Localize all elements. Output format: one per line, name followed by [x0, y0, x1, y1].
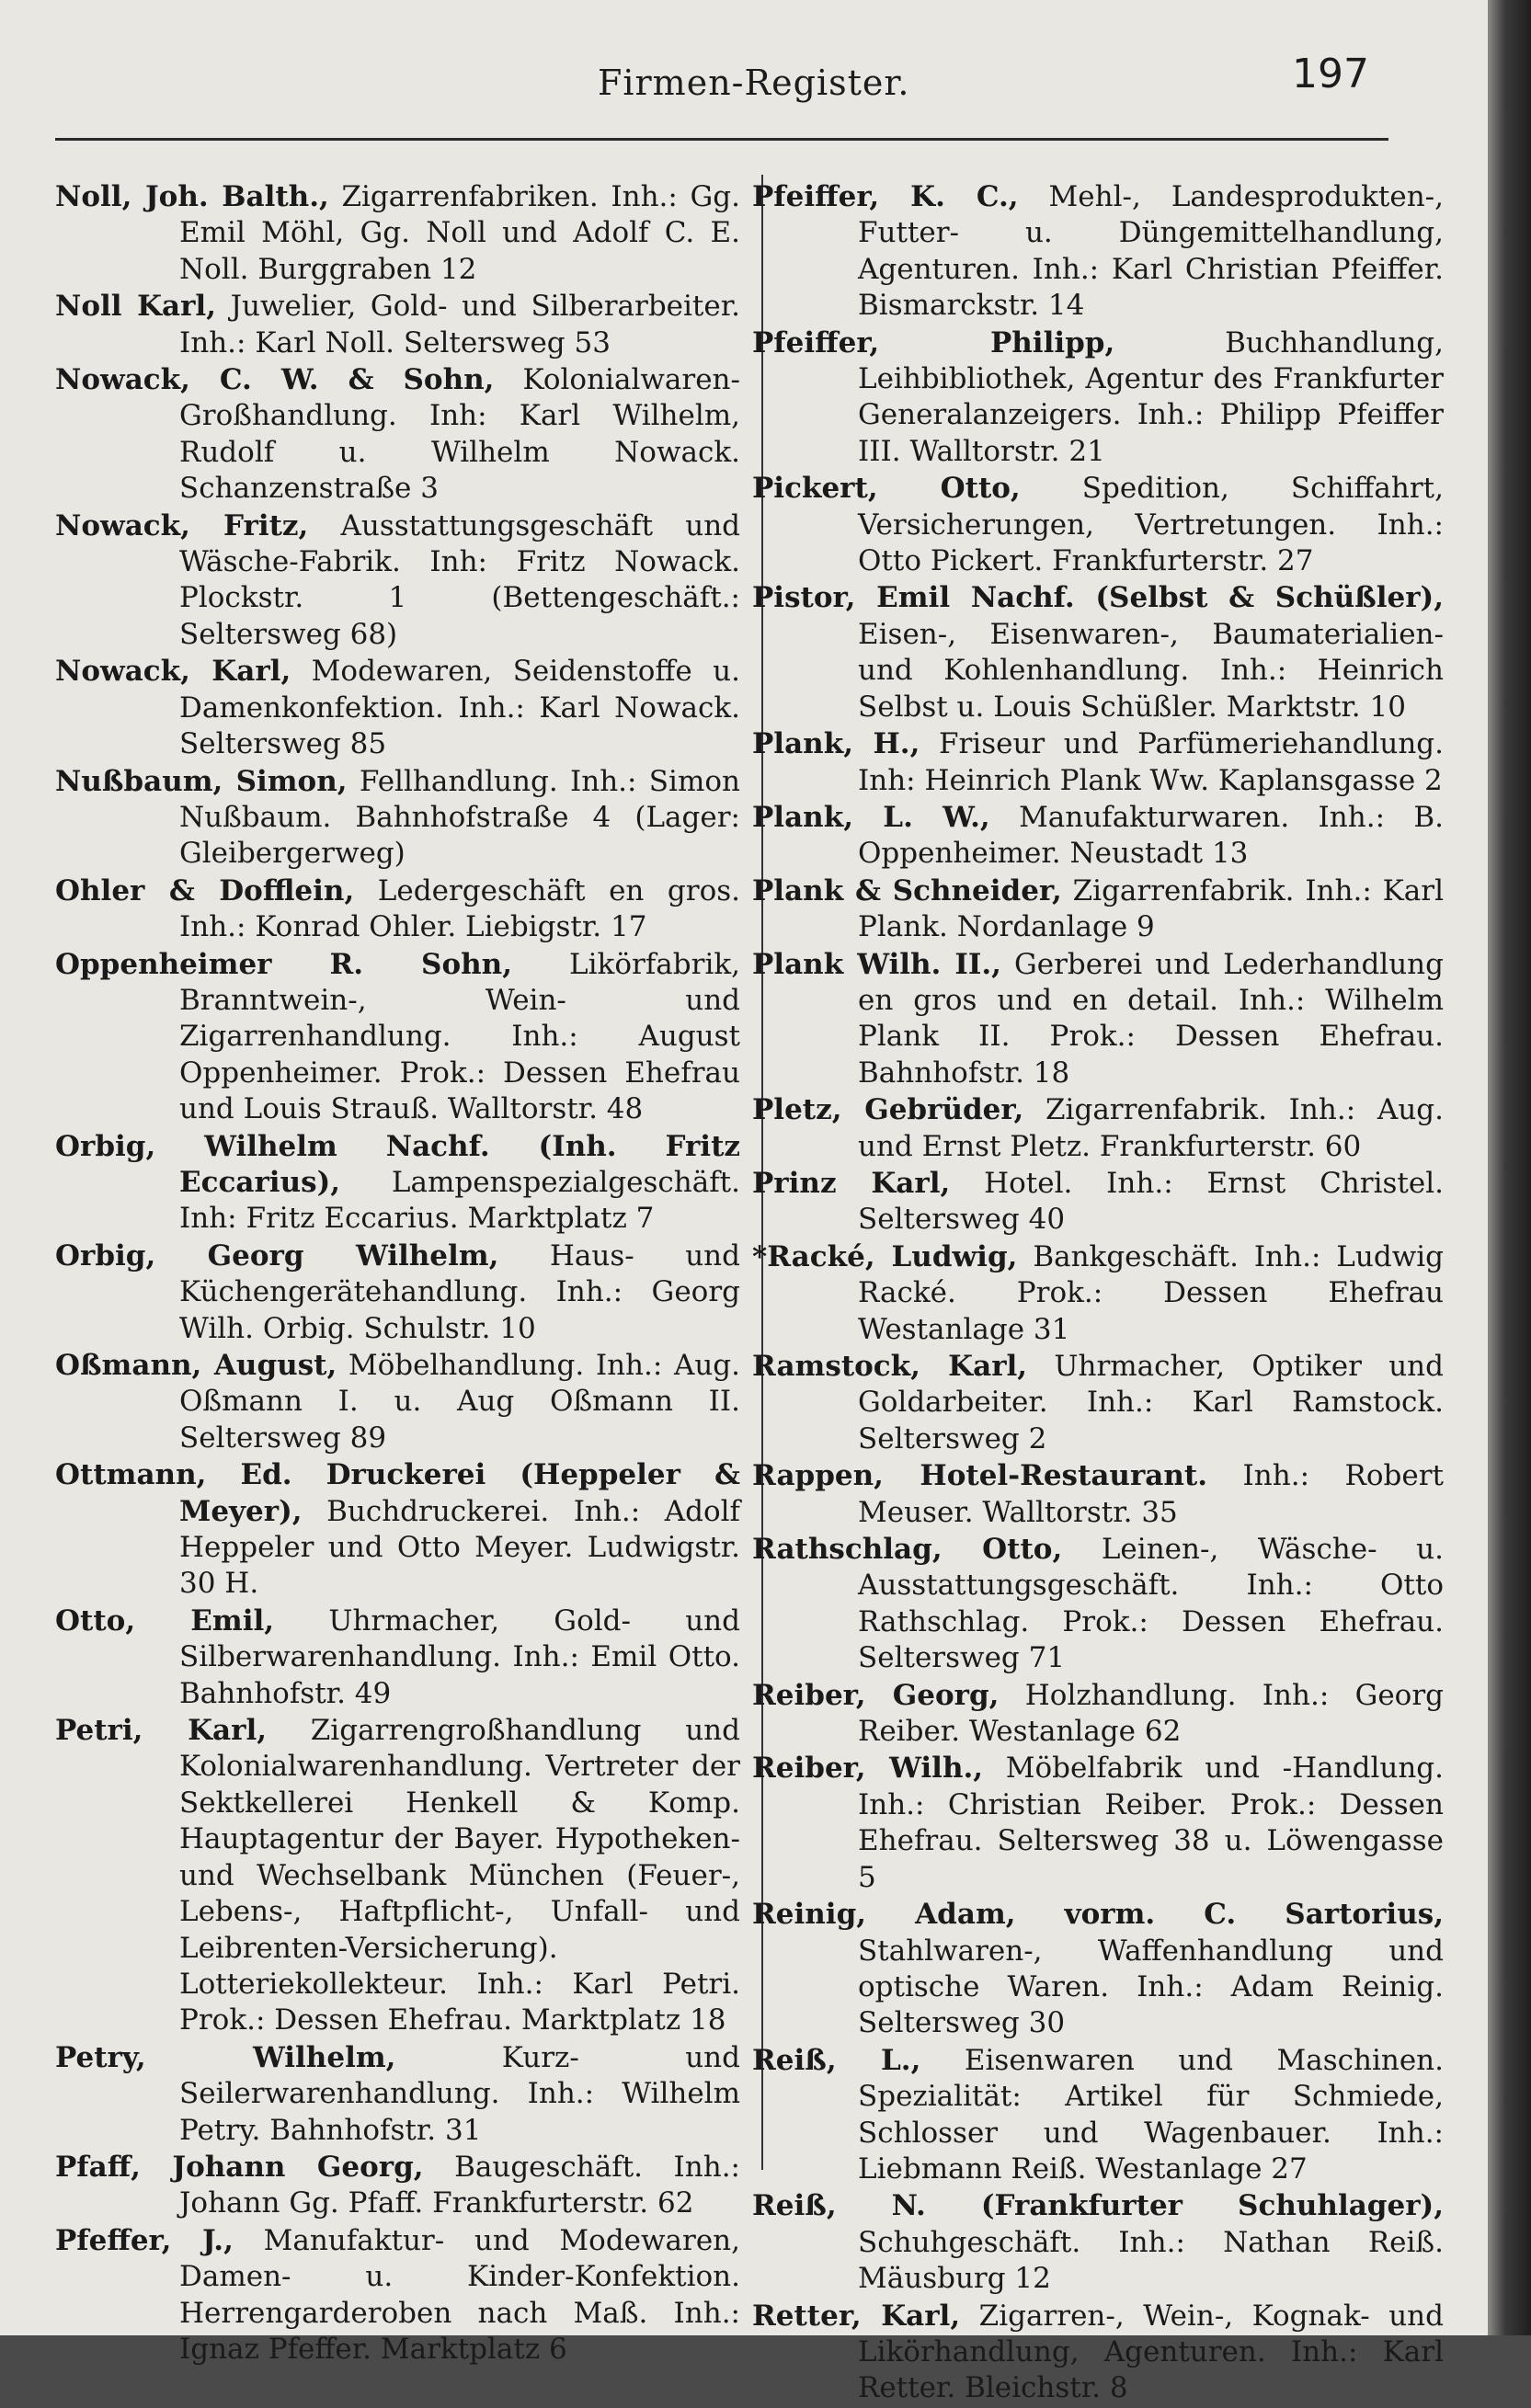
directory-entry	[752, 1458, 1444, 1531]
directory-entry	[752, 2299, 1444, 2407]
firm-name: Ohler & Dofflein,	[55, 873, 355, 907]
firm-name: Orbig, Georg Wilhelm,	[55, 1238, 499, 1272]
firm-name: Pfaff, Johann Georg,	[55, 2150, 424, 2184]
firm-name: Plank, L. W.,	[752, 800, 990, 834]
directory-entry	[752, 325, 1444, 471]
directory-entry	[752, 726, 1444, 799]
directory-entry	[752, 1678, 1444, 1751]
directory-entry	[752, 580, 1444, 725]
firm-name: Otto, Emil,	[55, 1603, 275, 1638]
directory-entry	[752, 1092, 1444, 1165]
firm-details: Lampenspezialgeschäft. Inh: Fritz Eccarius. Marktplatz 7	[179, 1165, 740, 1236]
directory-entry	[55, 179, 740, 288]
firm-details: Eisenwaren und Maschinen. Spezialität: Artikel für Schmiede, Schlosser und Wagenbauer. Inh.: Liebmann Reiß. Westanlage 27	[858, 2043, 1444, 2185]
directory-entry	[752, 179, 1444, 325]
directory-entry	[752, 1897, 1444, 2042]
firm-details: Spedition, Schiffahrt, Versicherungen, Vertretungen. Inh.: Otto Pickert. Frankfurterstr. 27	[858, 472, 1444, 578]
directory-entry	[55, 1238, 740, 1347]
directory-entry	[55, 1713, 740, 2039]
directory-entry	[752, 1751, 1444, 1896]
firm-details: Baugeschäft. Inh.: Johann Gg. Pfaff. Frankfurterstr. 62	[179, 2150, 741, 2220]
directory-entry	[55, 654, 740, 762]
firm-name: Reinig, Adam, vorm. C. Sartorius,	[752, 1898, 1444, 1932]
left-column	[55, 179, 740, 2368]
firm-details: Zigarren-, Wein-, Kognak- und Likörhandlung, Agenturen. Inh.: Karl Retter. Bleichstr. 8	[858, 2299, 1444, 2405]
directory-entry	[752, 471, 1444, 579]
firm-details: Haus- und Küchengerätehandlung. Inh.: Georg Wilh. Orbig. Schulstr. 10	[179, 1238, 740, 1345]
firm-name: Noll Karl,	[55, 290, 217, 324]
firm-name: Pistor, Emil Nachf. (Selbst & Schüßler),	[752, 581, 1444, 615]
firm-details: Kurz- und Seilerwarenhandlung. Inh.: Wilhelm Petry. Bahnhofstr. 31	[179, 2040, 740, 2147]
firm-details: Zigarrenfabrik. Inh.: Karl Plank. Nordanlage 9	[858, 873, 1444, 944]
directory-entry	[55, 1348, 740, 1456]
page-number: 197	[1292, 51, 1369, 97]
firm-name: Plank & Schneider,	[752, 873, 1062, 907]
directory-entry	[752, 2188, 1444, 2297]
firm-name: Reiber, Wilh.,	[752, 1752, 984, 1786]
firm-details: Manufaktur- und Modewaren, Damen- u. Kinder-Konfektion. Herrengarderoben nach Maß. Inh.: Ignaz Pfeffer. Marktplatz 6	[179, 2223, 741, 2366]
directory-entry	[55, 2223, 740, 2368]
firm-details: Zigarrengroßhandlung und Kolonialwarenhandlung. Vertreter der Sektkellerei Henkell & Komp. Hauptagentur der Bayer. Hypotheken- und Wechselbank München (Feuer-, Lebens-, Haftpflicht-, Unfall- und Leibrenten-Versicherung). Lotteriekollekteur. Inh.: Karl Petri. Prok.: Dessen Ehefrau. Marktplatz 18	[179, 1714, 740, 2037]
firm-name: Plank, H.,	[752, 727, 920, 761]
firm-name: Pletz, Gebrüder,	[752, 1093, 1024, 1127]
directory-entry	[55, 947, 740, 1128]
firm-details: Manufakturwaren. Inh.: B. Oppenheimer. Neustadt 13	[858, 800, 1444, 871]
firm-name: Reiß, N. (Frankfurter Schuhlager),	[752, 2189, 1444, 2223]
firm-name: Pfeffer, J.,	[55, 2223, 234, 2257]
directory-entry	[55, 508, 740, 654]
firm-name: *Racké, Ludwig,	[752, 1239, 1018, 1273]
firm-name: Oßmann, August,	[55, 1349, 337, 1382]
directory-entry	[55, 1603, 740, 1712]
header-rule	[55, 138, 1388, 141]
firm-details: Likörfabrik, Branntwein-, Wein- und Zigarrenhandlung. Inh.: August Oppenheimer. Prok.: Dessen Ehefrau und Louis Strauß. Walltorstr. 48	[179, 947, 740, 1126]
firm-details: Inh.: Robert Meuser. Walltorstr. 35	[858, 1459, 1444, 1529]
firm-details: Möbelfabrik und -Handlung. Inh.: Christian Reiber. Prok.: Dessen Ehefrau. Seltersweg 38 u. Löwengasse 5	[858, 1752, 1444, 1894]
firm-details: Bankgeschäft. Inh.: Ludwig Racké. Prok.: Dessen Ehefrau Westanlage 31	[858, 1239, 1444, 1346]
directory-entry	[752, 1532, 1444, 1677]
firm-details: Stahlwaren-, Waffenhandlung und optische Waren. Inh.: Adam Reinig. Seltersweg 30	[858, 1934, 1444, 2040]
firm-name: Rathschlag, Otto,	[752, 1533, 1063, 1567]
firm-details: Hotel. Inh.: Ernst Christel. Seltersweg 40	[858, 1166, 1444, 1237]
right-column	[752, 179, 1444, 2408]
firm-name: Orbig, Wilhelm Nachf. (Inh. Fritz Eccarius),	[55, 1129, 740, 1199]
firm-details: Ausstattungsgeschäft und Wäsche-Fabrik. Inh: Fritz Nowack. Plockstr. 1 (Bettengeschäft.: Seltersweg 68)	[179, 508, 741, 651]
firm-name: Petri, Karl,	[55, 1714, 268, 1748]
firm-details: Friseur und Parfümeriehandlung. Inh: Heinrich Plank Ww. Kaplansgasse 2	[858, 727, 1444, 797]
directory-entry	[752, 873, 1444, 946]
directory-entry	[752, 2043, 1444, 2188]
firm-name: Ottmann, Ed. Druckerei (Heppeler & Meyer),	[55, 1458, 740, 1528]
directory-entry	[55, 873, 740, 946]
directory-entry	[752, 1239, 1444, 1348]
firm-details: Buchdruckerei. Inh.: Adolf Heppeler und Otto Meyer. Ludwigstr. 30 H.	[179, 1494, 740, 1601]
page-header-title: Firmen-Register.	[598, 63, 910, 103]
firm-name: Reiß, L.,	[752, 2043, 921, 2077]
firm-name: Nowack, Fritz,	[55, 508, 309, 542]
firm-details: Gerberei und Lederhandlung en gros und en detail. Inh.: Wilhelm Plank II. Prok.: Dessen Ehefrau. Bahnhofstr. 18	[858, 947, 1444, 1090]
firm-details: Zigarrenfabriken. Inh.: Gg. Emil Möhl, Gg. Noll und Adolf C. E. Noll. Burggraben 12	[179, 180, 740, 286]
firm-details: Modewaren, Seidenstoffe u. Damenkonfektion. Inh.: Karl Nowack. Seltersweg 85	[179, 655, 740, 761]
firm-details: Eisen-, Eisenwaren-, Baumaterialien- und Kohlenhandlung. Inh.: Heinrich Selbst u. Louis Schüßler. Marktstr. 10	[858, 617, 1444, 724]
directory-entry	[55, 289, 740, 361]
firm-details: Juwelier, Gold- und Silberarbeiter. Inh.: Karl Noll. Seltersweg 53	[179, 290, 740, 359]
firm-details: Fellhandlung. Inh.: Simon Nußbaum. Bahnhofstraße 4 (Lager: Gleibergerweg)	[179, 764, 740, 871]
firm-details: Holzhandlung. Inh.: Georg Reiber. Westanlage 62	[858, 1678, 1445, 1749]
firm-details: Mehl-, Landesprodukten-, Futter- u. Düngemittelhandlung, Agenturen. Inh.: Karl Christian Pfeiffer. Bismarckstr. 14	[858, 180, 1444, 323]
directory-entry	[55, 764, 740, 873]
directory-entry	[752, 1349, 1444, 1457]
firm-name: Petry, Wilhelm,	[55, 2040, 396, 2074]
firm-details: Uhrmacher, Optiker und Goldarbeiter. Inh.: Karl Ramstock. Seltersweg 2	[858, 1350, 1444, 1455]
directory-entry	[752, 947, 1444, 1092]
firm-name: Nowack, Karl,	[55, 655, 291, 689]
firm-name: Reiber, Georg,	[752, 1678, 1000, 1712]
firm-name: Nußbaum, Simon,	[55, 764, 348, 798]
directory-entry	[752, 1166, 1444, 1238]
directory-entry	[55, 2040, 740, 2149]
firm-details: Buchhandlung, Leihbibliothek, Agentur des Frankfurter Generalanzeigers. Inh.: Philipp Pfeiffer III. Walltorstr. 21	[858, 325, 1444, 468]
firm-name: Ramstock, Karl,	[752, 1350, 1028, 1383]
firm-details: Schuhgeschäft. Inh.: Nathan Reiß. Mäusburg 12	[858, 2225, 1444, 2296]
firm-name: Nowack, C. W. & Sohn,	[55, 363, 495, 397]
directory-entry	[55, 362, 740, 508]
firm-name: Plank Wilh. II.,	[752, 947, 1001, 981]
firm-name: Noll, Joh. Balth.,	[55, 180, 329, 213]
firm-details: Zigarrenfabrik. Inh.: Aug. und Ernst Pletz. Frankfurterstr. 60	[858, 1093, 1444, 1163]
firm-name: Pfeiffer, Philipp,	[752, 325, 1115, 359]
firm-details: Uhrmacher, Gold- und Silberwarenhandlung. Inh.: Emil Otto. Bahnhofstr. 49	[179, 1603, 740, 1710]
firm-name: Oppenheimer R. Sohn,	[55, 947, 512, 981]
firm-details: Möbelhandlung. Inh.: Aug. Oßmann I. u. Aug Oßmann II. Seltersweg 89	[179, 1349, 740, 1455]
firm-details: Ledergeschäft en gros. Inh.: Konrad Ohler. Liebigstr. 17	[179, 873, 740, 944]
directory-entry	[55, 1129, 740, 1238]
directory-entry	[55, 1457, 740, 1603]
firm-name: Rappen, Hotel-Restaurant.	[752, 1459, 1208, 1493]
firm-name: Pfeiffer, K. C.,	[752, 180, 1019, 213]
firm-name: Prinz Karl,	[752, 1166, 951, 1200]
firm-name: Pickert, Otto,	[752, 472, 1021, 506]
directory-entry	[752, 800, 1444, 873]
directory-entry	[55, 2150, 740, 2222]
firm-details: Kolonialwaren-Großhandlung. Inh: Karl Wilhelm, Rudolf u. Wilhelm Nowack. Schanzenstraße 3	[179, 363, 740, 506]
firm-details: Leinen-, Wäsche- u. Ausstattungsgeschäft. Inh.: Otto Rathschlag. Prok.: Dessen Ehefrau. Seltersweg 71	[858, 1533, 1444, 1675]
book-spine-edge	[1488, 0, 1531, 2335]
firm-name: Retter, Karl,	[752, 2299, 961, 2333]
